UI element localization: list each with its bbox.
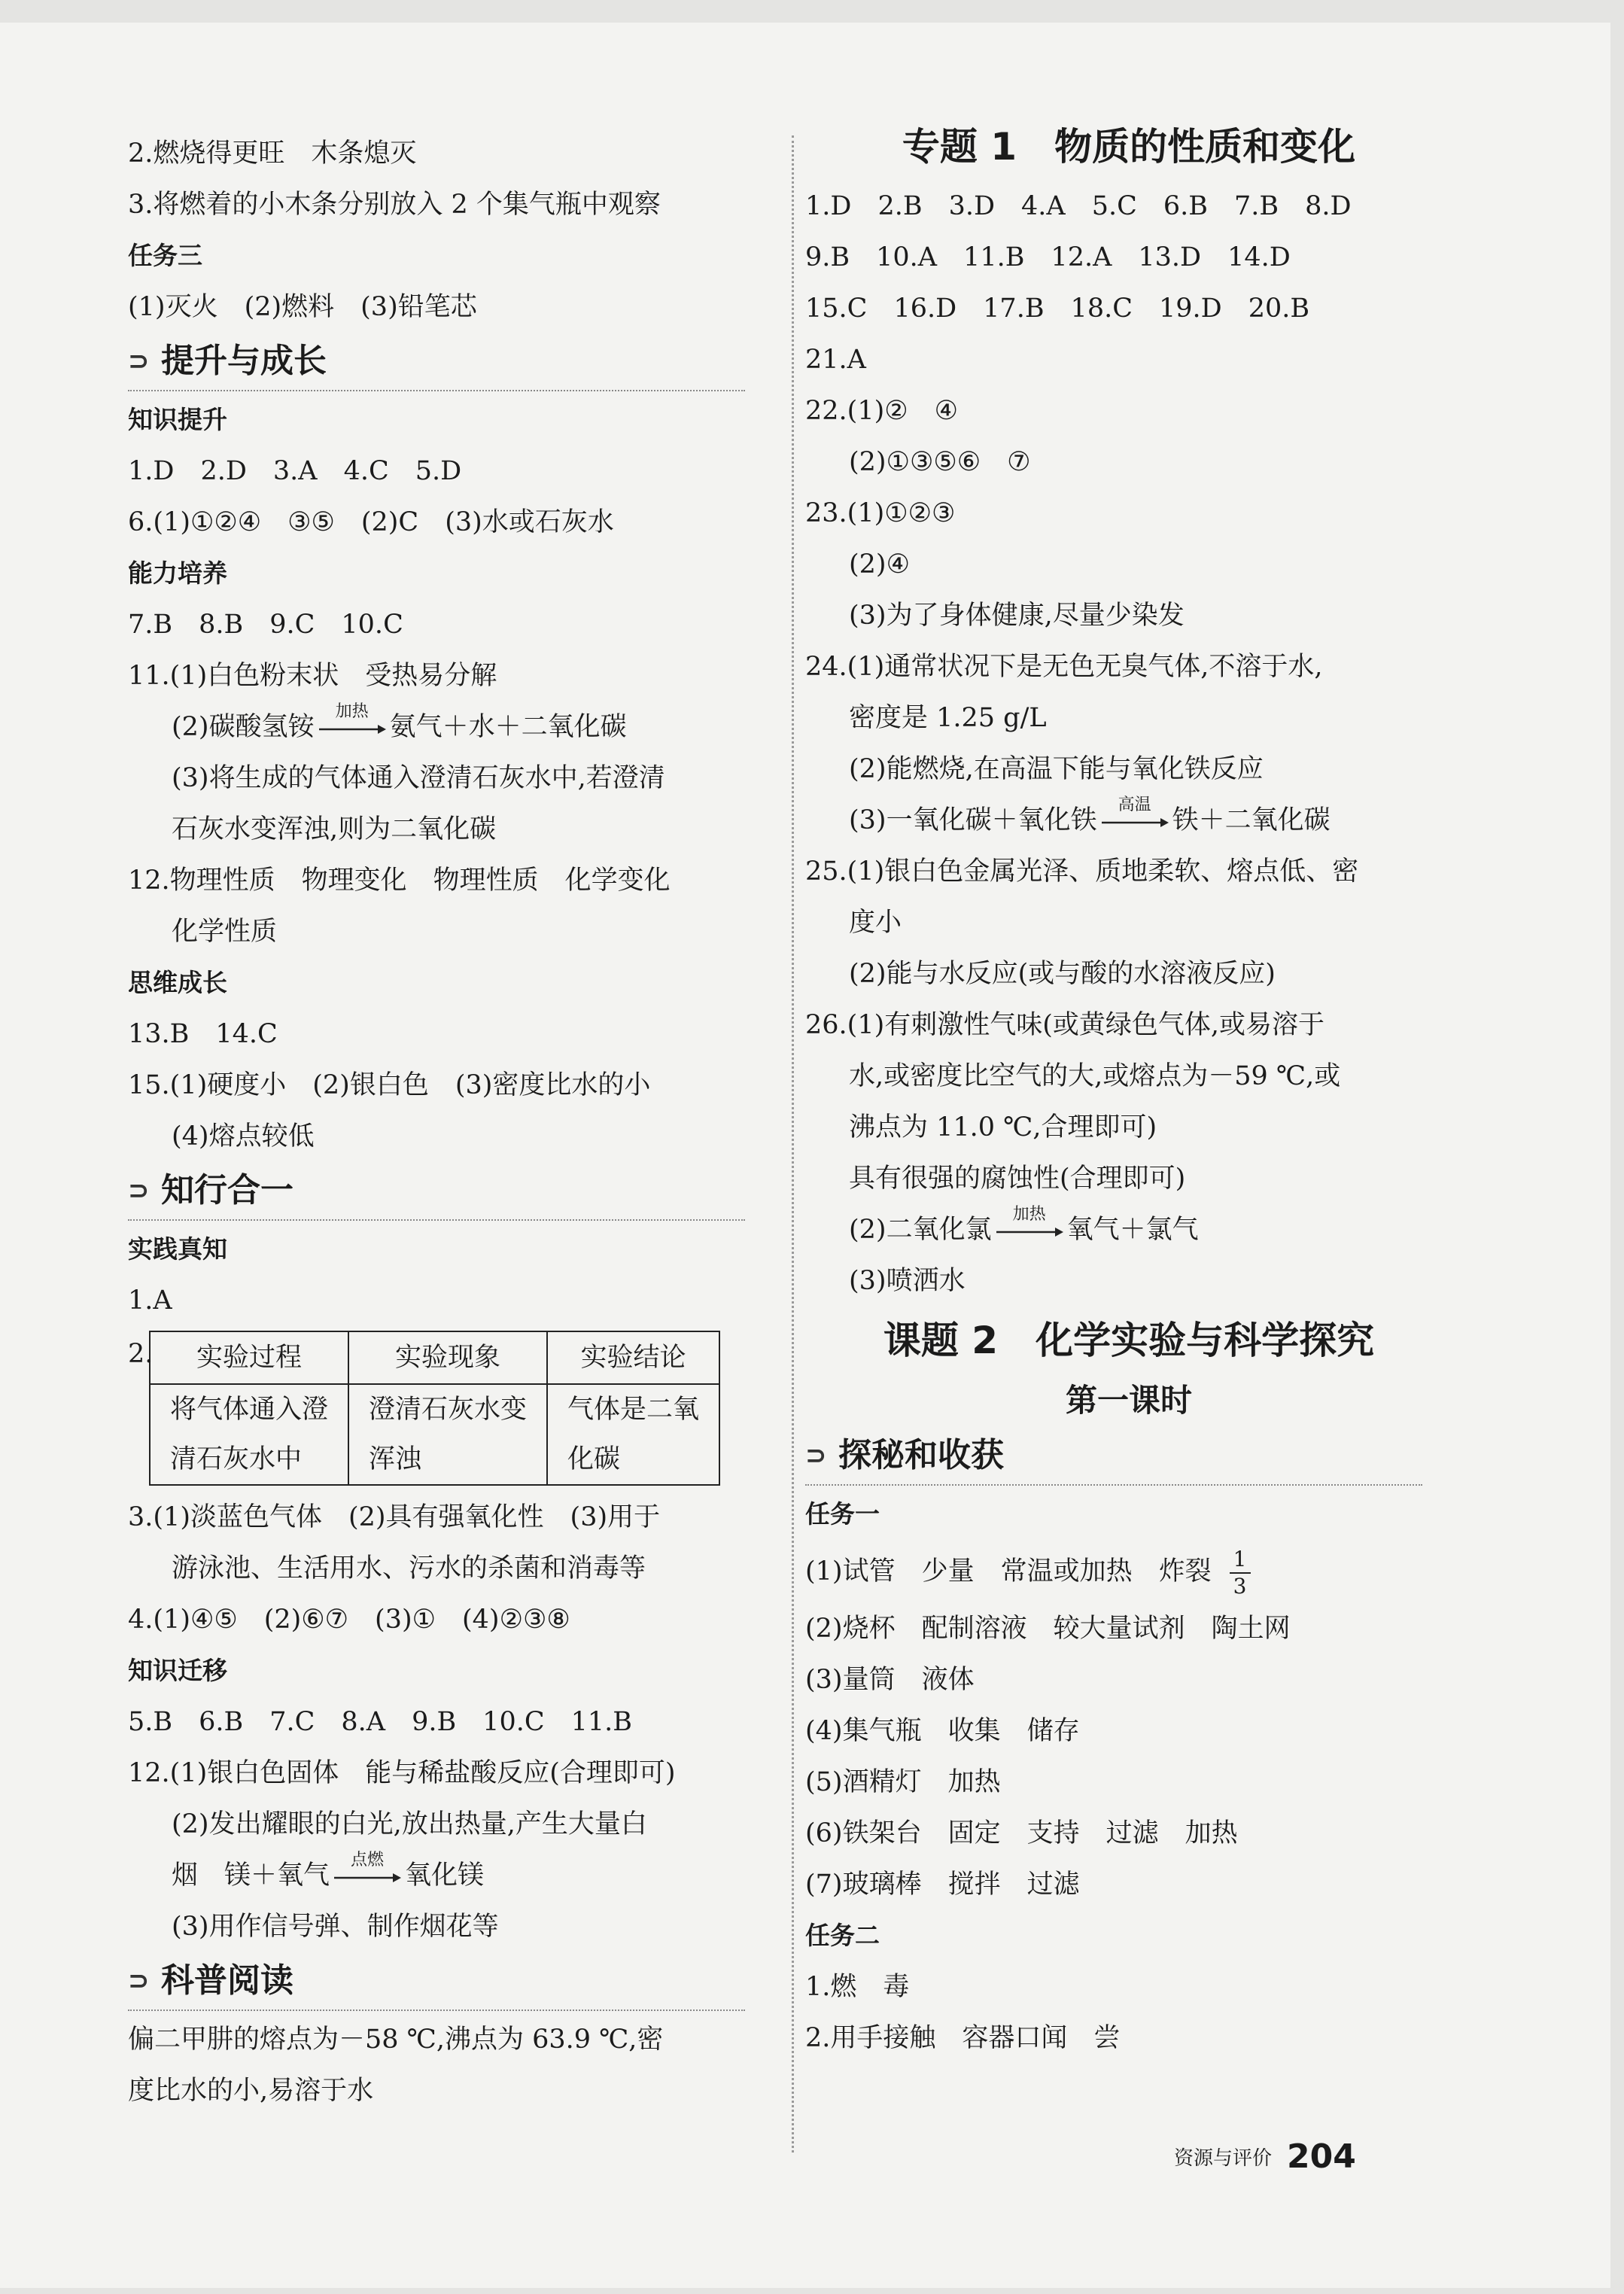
reaction-condition: 加热: [335, 701, 369, 721]
bookmark-icon: ⊃: [805, 1441, 827, 1471]
answer-line: 12.(1)银白色固体 能与稀盐酸反应(合理即可): [128, 1758, 676, 1788]
equation-line: [805, 795, 1452, 846]
section-heading: [128, 333, 745, 391]
answer-line: 化学性质: [172, 917, 278, 947]
answer-line: (3)用作信号弹、制作烟花等: [172, 1912, 499, 1942]
answer-line: 游泳池、生活用水、污水的杀菌和消毒等: [172, 1553, 646, 1584]
answer-line: 4.(1)④⑤ (2)⑥⑦ (3)① (4)②③⑧: [128, 1605, 570, 1635]
answer-line: (2)能燃烧,在高温下能与氧化铁反应: [849, 754, 1264, 784]
subheading: 实践真知: [128, 1234, 227, 1264]
answer-line: 11.(1)白色粉末状 受热易分解: [128, 661, 497, 691]
answer-line: (2)能与水反应(或与酸的水溶液反应): [849, 959, 1276, 989]
products: 铁＋二氧化碳: [1172, 805, 1331, 835]
table-cell: 澄清石灰水变 浑浊: [348, 1384, 547, 1485]
products: 氧气＋氯气: [1066, 1215, 1199, 1245]
answer-line: 21.A: [805, 345, 866, 375]
answer-line: 24.(1)通常状况下是无色无臭气体,不溶于水,: [805, 652, 1323, 682]
answer-line: 3.将燃着的小木条分别放入 2 个集气瓶中观察: [128, 190, 661, 220]
equation-line: [805, 1204, 1452, 1255]
answer-line: (3)喷洒水: [849, 1266, 966, 1296]
answer-line: 度小: [849, 908, 902, 938]
bookmark-icon: ⊃: [128, 346, 150, 376]
reaction-arrow: [995, 1204, 1064, 1245]
answer-line: 水,或密度比空气的大,或熔点为－59 ℃,或: [849, 1061, 1341, 1091]
answer-line: (3)为了身体健康,尽量少染发: [849, 601, 1185, 631]
answer-line: 6.(1)①②④ ③⑤ (2)C (3)水或石灰水: [128, 507, 614, 537]
answer-line: 偏二甲肼的熔点为－58 ℃,沸点为 63.9 ℃,密: [128, 2025, 664, 2055]
lesson-topic-title: 课题 2 化学实验与科学探究: [883, 1319, 1375, 1362]
answer-line: 1.燃 毒: [805, 1972, 910, 2002]
products: 氨气＋水＋二氧化碳: [389, 712, 627, 742]
answer-line: 12.物理性质 物理变化 物理性质 化学变化: [128, 866, 671, 896]
topic-title: 专题 1 物质的性质和变化: [902, 125, 1356, 169]
answer-line: 1.D 2.B 3.D 4.A 5.C 6.B 7.B 8.D: [805, 191, 1352, 221]
subheading: 任务一: [805, 1499, 880, 1529]
answer-line: (2)烧杯 配制溶液 较大量试剂 陶土网: [805, 1614, 1291, 1644]
answer-line: 13.B 14.C: [128, 1019, 278, 1049]
column-divider: [792, 135, 794, 2153]
answer-line: (2)发出耀眼的白光,放出热量,产生大量白: [172, 1809, 647, 1839]
subheading: 知识提升: [128, 405, 227, 434]
answer-line: (3)量筒 液体: [805, 1665, 975, 1695]
answer-line: 5.B 6.B 7.C 8.A 9.B 10.C 11.B: [128, 1707, 633, 1737]
answer-line: (5)酒精灯 加热: [805, 1767, 1001, 1797]
answer-line: 15.(1)硬度小 (2)银白色 (3)密度比水的小: [128, 1070, 651, 1100]
equation-line: [128, 1850, 775, 1901]
subheading: 任务二: [805, 1921, 880, 1950]
answer-line: (6)铁架台 固定 支持 过滤 加热: [805, 1818, 1238, 1848]
equation-line: [128, 701, 775, 753]
right-column: [805, 113, 1452, 2064]
reaction-condition: 加热: [1012, 1204, 1046, 1224]
subheading: 能力培养: [128, 558, 227, 588]
answer-line: (3)将生成的气体通入澄清石灰水中,若澄清: [172, 763, 665, 793]
answer-line: 25.(1)银白色金属光泽、质地柔软、熔点低、密: [805, 856, 1359, 887]
answer-line: 沸点为 11.0 ℃,合理即可): [849, 1112, 1157, 1142]
answer-line: 2.燃烧得更旺 木条熄灭: [128, 138, 417, 169]
answer-line: (4)集气瓶 收集 储存: [805, 1716, 1080, 1746]
answer-line: (1)试管 少量 常温或加热 炸裂 $\frac{1}{3}$: [805, 1540, 1452, 1603]
reactants: 烟 镁＋氧气: [172, 1860, 330, 1891]
experiment-table-block: [128, 1331, 775, 1486]
page-number: 204: [1287, 2137, 1356, 2176]
bookmark-icon: ⊃: [128, 1966, 150, 1996]
subheading: 思维成长: [128, 968, 227, 997]
table-header: 实验现象: [348, 1331, 547, 1384]
reaction-condition: 高温: [1118, 795, 1151, 814]
question-number: 2.: [128, 1339, 154, 1369]
answer-line: 度比水的小,易溶于水: [128, 2076, 374, 2106]
section-heading: [128, 1952, 745, 2011]
reactants: (2)二氧化氯: [849, 1215, 992, 1245]
section-title: 科普阅读: [161, 1961, 293, 2000]
footer-label: 资源与评价: [1174, 2147, 1273, 2170]
answer-line: (1)灭火 (2)燃料 (3)铅笔芯: [128, 292, 477, 322]
table-header: 实验结论: [547, 1331, 719, 1384]
section-title: 提升与成长: [161, 342, 327, 380]
answer-line: (7)玻璃棒 搅拌 过滤: [805, 1870, 1080, 1900]
reaction-arrow: [333, 1850, 402, 1891]
products: 氧化镁: [405, 1860, 485, 1891]
page-sheet: [0, 23, 1610, 2288]
reaction-arrow: [318, 701, 387, 742]
section-heading: [805, 1427, 1422, 1486]
table-cell: 将气体通入澄 清石灰水中: [150, 1384, 348, 1485]
experiment-table: [149, 1331, 720, 1486]
answer-line: 具有很强的腐蚀性(合理即可): [849, 1164, 1186, 1194]
table-header: 实验过程: [150, 1331, 348, 1384]
answer-line: (2)①③⑤⑥ ⑦: [849, 447, 1031, 477]
answer-line: 石灰水变浑浊,则为二氧化碳: [172, 814, 497, 844]
answer-line: 22.(1)② ④: [805, 396, 958, 426]
lesson-period: 第一课时: [1065, 1382, 1192, 1419]
answer-line: (2)④: [849, 549, 910, 580]
subheading: 知识迁移: [128, 1656, 227, 1685]
answer-line: 1.D 2.D 3.A 4.C 5.D: [128, 456, 462, 486]
reaction-arrow: [1100, 795, 1169, 835]
reaction-condition: 点燃: [351, 1850, 385, 1870]
answer-line: 26.(1)有刺激性气味(或黄绿色气体,或易溶于: [805, 1010, 1325, 1040]
reactants: (2)碳酸氢铵: [172, 712, 315, 742]
table-cell: 气体是二氧 化碳: [547, 1384, 719, 1485]
section-title: 知行合一: [161, 1171, 293, 1209]
page-footer: [1174, 2137, 1356, 2176]
answer-line: 15.C 16.D 17.B 18.C 19.D 20.B: [805, 294, 1310, 324]
subheading-task3: 任务三: [128, 241, 202, 270]
bookmark-icon: ⊃: [128, 1176, 150, 1206]
fraction: $\frac{1}{3}$: [1230, 1547, 1251, 1599]
section-heading: [128, 1162, 745, 1221]
answer-line: 23.(1)①②③: [805, 498, 956, 528]
section-title: 探秘和收获: [838, 1436, 1004, 1474]
left-column: [128, 128, 775, 2116]
answer-line: 1.A: [128, 1285, 172, 1316]
answer-line: 2.用手接触 容器口闻 尝: [805, 2023, 1121, 2053]
reactants: (3)一氧化碳＋氧化铁: [849, 805, 1097, 835]
answer-line: (4)熔点较低: [172, 1121, 315, 1152]
answer-line: 9.B 10.A 11.B 12.A 13.D 14.D: [805, 242, 1291, 272]
answer-line: 7.B 8.B 9.C 10.C: [128, 610, 403, 640]
answer-line: 3.(1)淡蓝色气体 (2)具有强氧化性 (3)用于: [128, 1502, 661, 1532]
answer-line: 密度是 1.25 g/L: [849, 703, 1047, 733]
